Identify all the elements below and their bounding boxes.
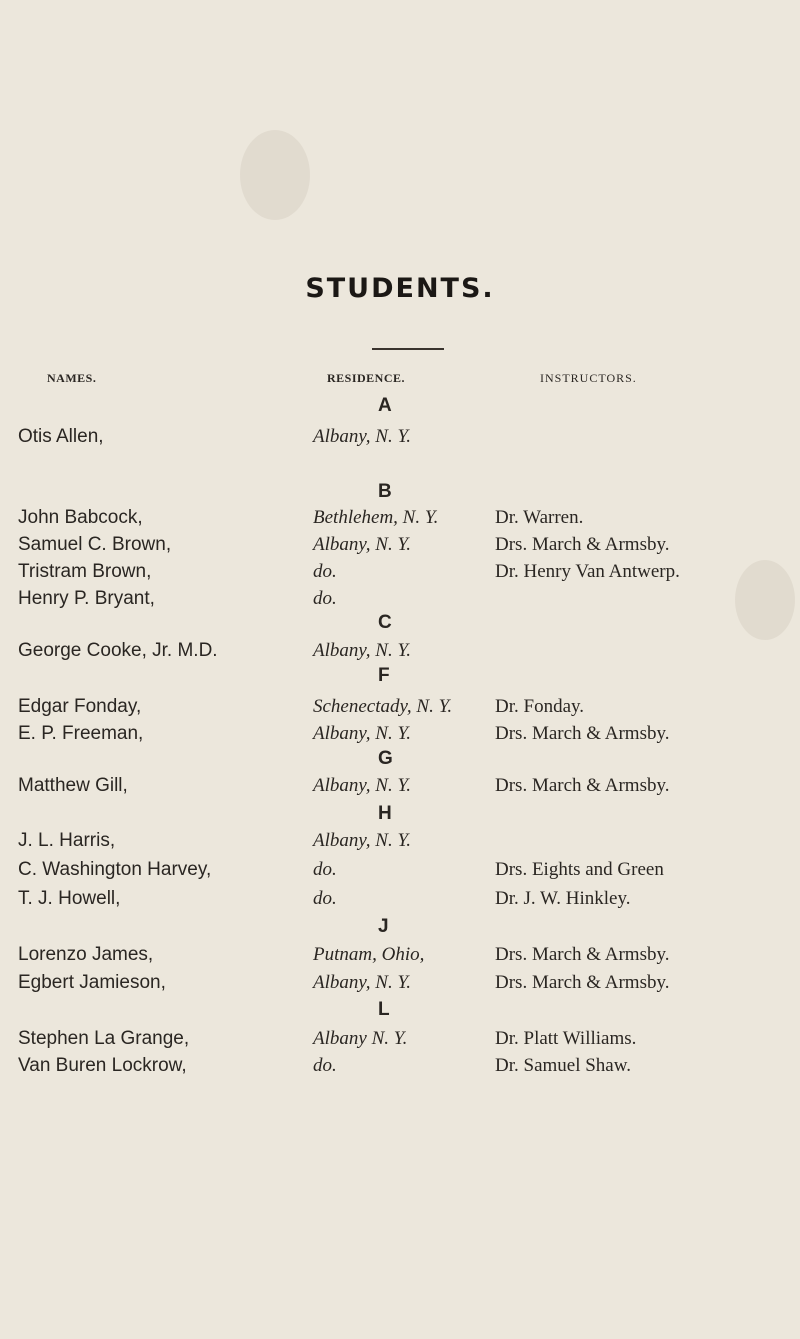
student-residence: Albany N. Y. <box>313 1028 408 1049</box>
student-row <box>0 640 800 672</box>
student-name: Stephen La Grange, <box>18 1028 190 1049</box>
section-letter-g: G <box>378 748 393 769</box>
section-letter-l: L <box>378 999 390 1020</box>
section-letter-h: H <box>378 803 392 824</box>
student-name: Lorenzo James, <box>18 944 154 965</box>
student-row <box>0 1055 800 1087</box>
student-name: Samuel C. Brown, <box>18 534 172 555</box>
student-name: Matthew Gill, <box>18 775 128 796</box>
student-instructors: Dr. Platt Williams. <box>495 1028 637 1049</box>
section-letter-b: B <box>378 481 392 502</box>
student-residence: Albany, N. Y. <box>313 723 412 744</box>
student-instructors: Dr. Samuel Shaw. <box>495 1055 631 1076</box>
names-column-header: NAMES. <box>47 371 97 385</box>
student-instructors: Drs. March & Armsby. <box>495 723 670 744</box>
student-residence: Albany, N. Y. <box>313 775 412 796</box>
student-residence: Albany, N. Y. <box>313 640 412 661</box>
instructors-column-header: INSTRUCTORS. <box>540 371 637 385</box>
student-residence: Bethlehem, N. Y. <box>313 507 439 528</box>
student-instructors: Dr. Fonday. <box>495 696 585 717</box>
student-row <box>0 830 800 862</box>
student-instructors: Dr. Warren. <box>495 507 584 528</box>
student-row <box>0 426 800 458</box>
student-instructors: Dr. Henry Van Antwerp. <box>495 561 680 582</box>
student-name: J. L. Harris, <box>18 830 116 851</box>
student-name: John Babcock, <box>18 507 143 528</box>
student-residence: Schenectady, N. Y. <box>313 696 453 717</box>
student-residence: Albany, N. Y. <box>313 830 412 851</box>
student-row <box>0 723 800 755</box>
student-instructors: Drs. Eights and Green <box>495 859 664 880</box>
student-name: E. P. Freeman, <box>18 723 144 744</box>
student-residence: do. <box>313 588 337 609</box>
student-name: Henry P. Bryant, <box>18 588 155 609</box>
student-residence: Putnam, Ohio, <box>313 944 425 965</box>
section-letter-f: F <box>378 665 390 686</box>
title-rule <box>372 348 444 350</box>
student-name: Van Buren Lockrow, <box>18 1055 187 1076</box>
student-residence: do. <box>313 859 337 880</box>
student-residence: Albany, N. Y. <box>313 534 412 555</box>
student-instructors: Drs. March & Armsby. <box>495 534 670 555</box>
student-name: C. Washington Harvey, <box>18 859 212 880</box>
student-residence: Albany, N. Y. <box>313 426 412 447</box>
student-name: T. J. Howell, <box>18 888 121 909</box>
student-instructors: Drs. March & Armsby. <box>495 775 670 796</box>
section-letter-j: J <box>378 916 389 937</box>
section-letter-c: C <box>378 612 392 633</box>
student-instructors: Drs. March & Armsby. <box>495 944 670 965</box>
residence-column-header: RESIDENCE. <box>327 371 406 385</box>
student-name: Otis Allen, <box>18 426 104 447</box>
student-name: Tristram Brown, <box>18 561 152 582</box>
student-row <box>0 972 800 1004</box>
student-name: Egbert Jamieson, <box>18 972 166 993</box>
student-row <box>0 775 800 807</box>
student-row <box>0 859 800 891</box>
section-letter-a: A <box>378 395 392 416</box>
student-name: Edgar Fonday, <box>18 696 142 717</box>
student-row <box>0 588 800 620</box>
student-instructors: Drs. March & Armsby. <box>495 972 670 993</box>
student-name: George Cooke, Jr. M.D. <box>18 640 218 661</box>
student-residence: do. <box>313 561 337 582</box>
page-title: STUDENTS. <box>305 273 495 304</box>
paper-stain <box>240 130 310 220</box>
student-residence: do. <box>313 1055 337 1076</box>
student-instructors: Dr. J. W. Hinkley. <box>495 888 631 909</box>
student-residence: Albany, N. Y. <box>313 972 412 993</box>
student-row <box>0 888 800 920</box>
student-residence: do. <box>313 888 337 909</box>
